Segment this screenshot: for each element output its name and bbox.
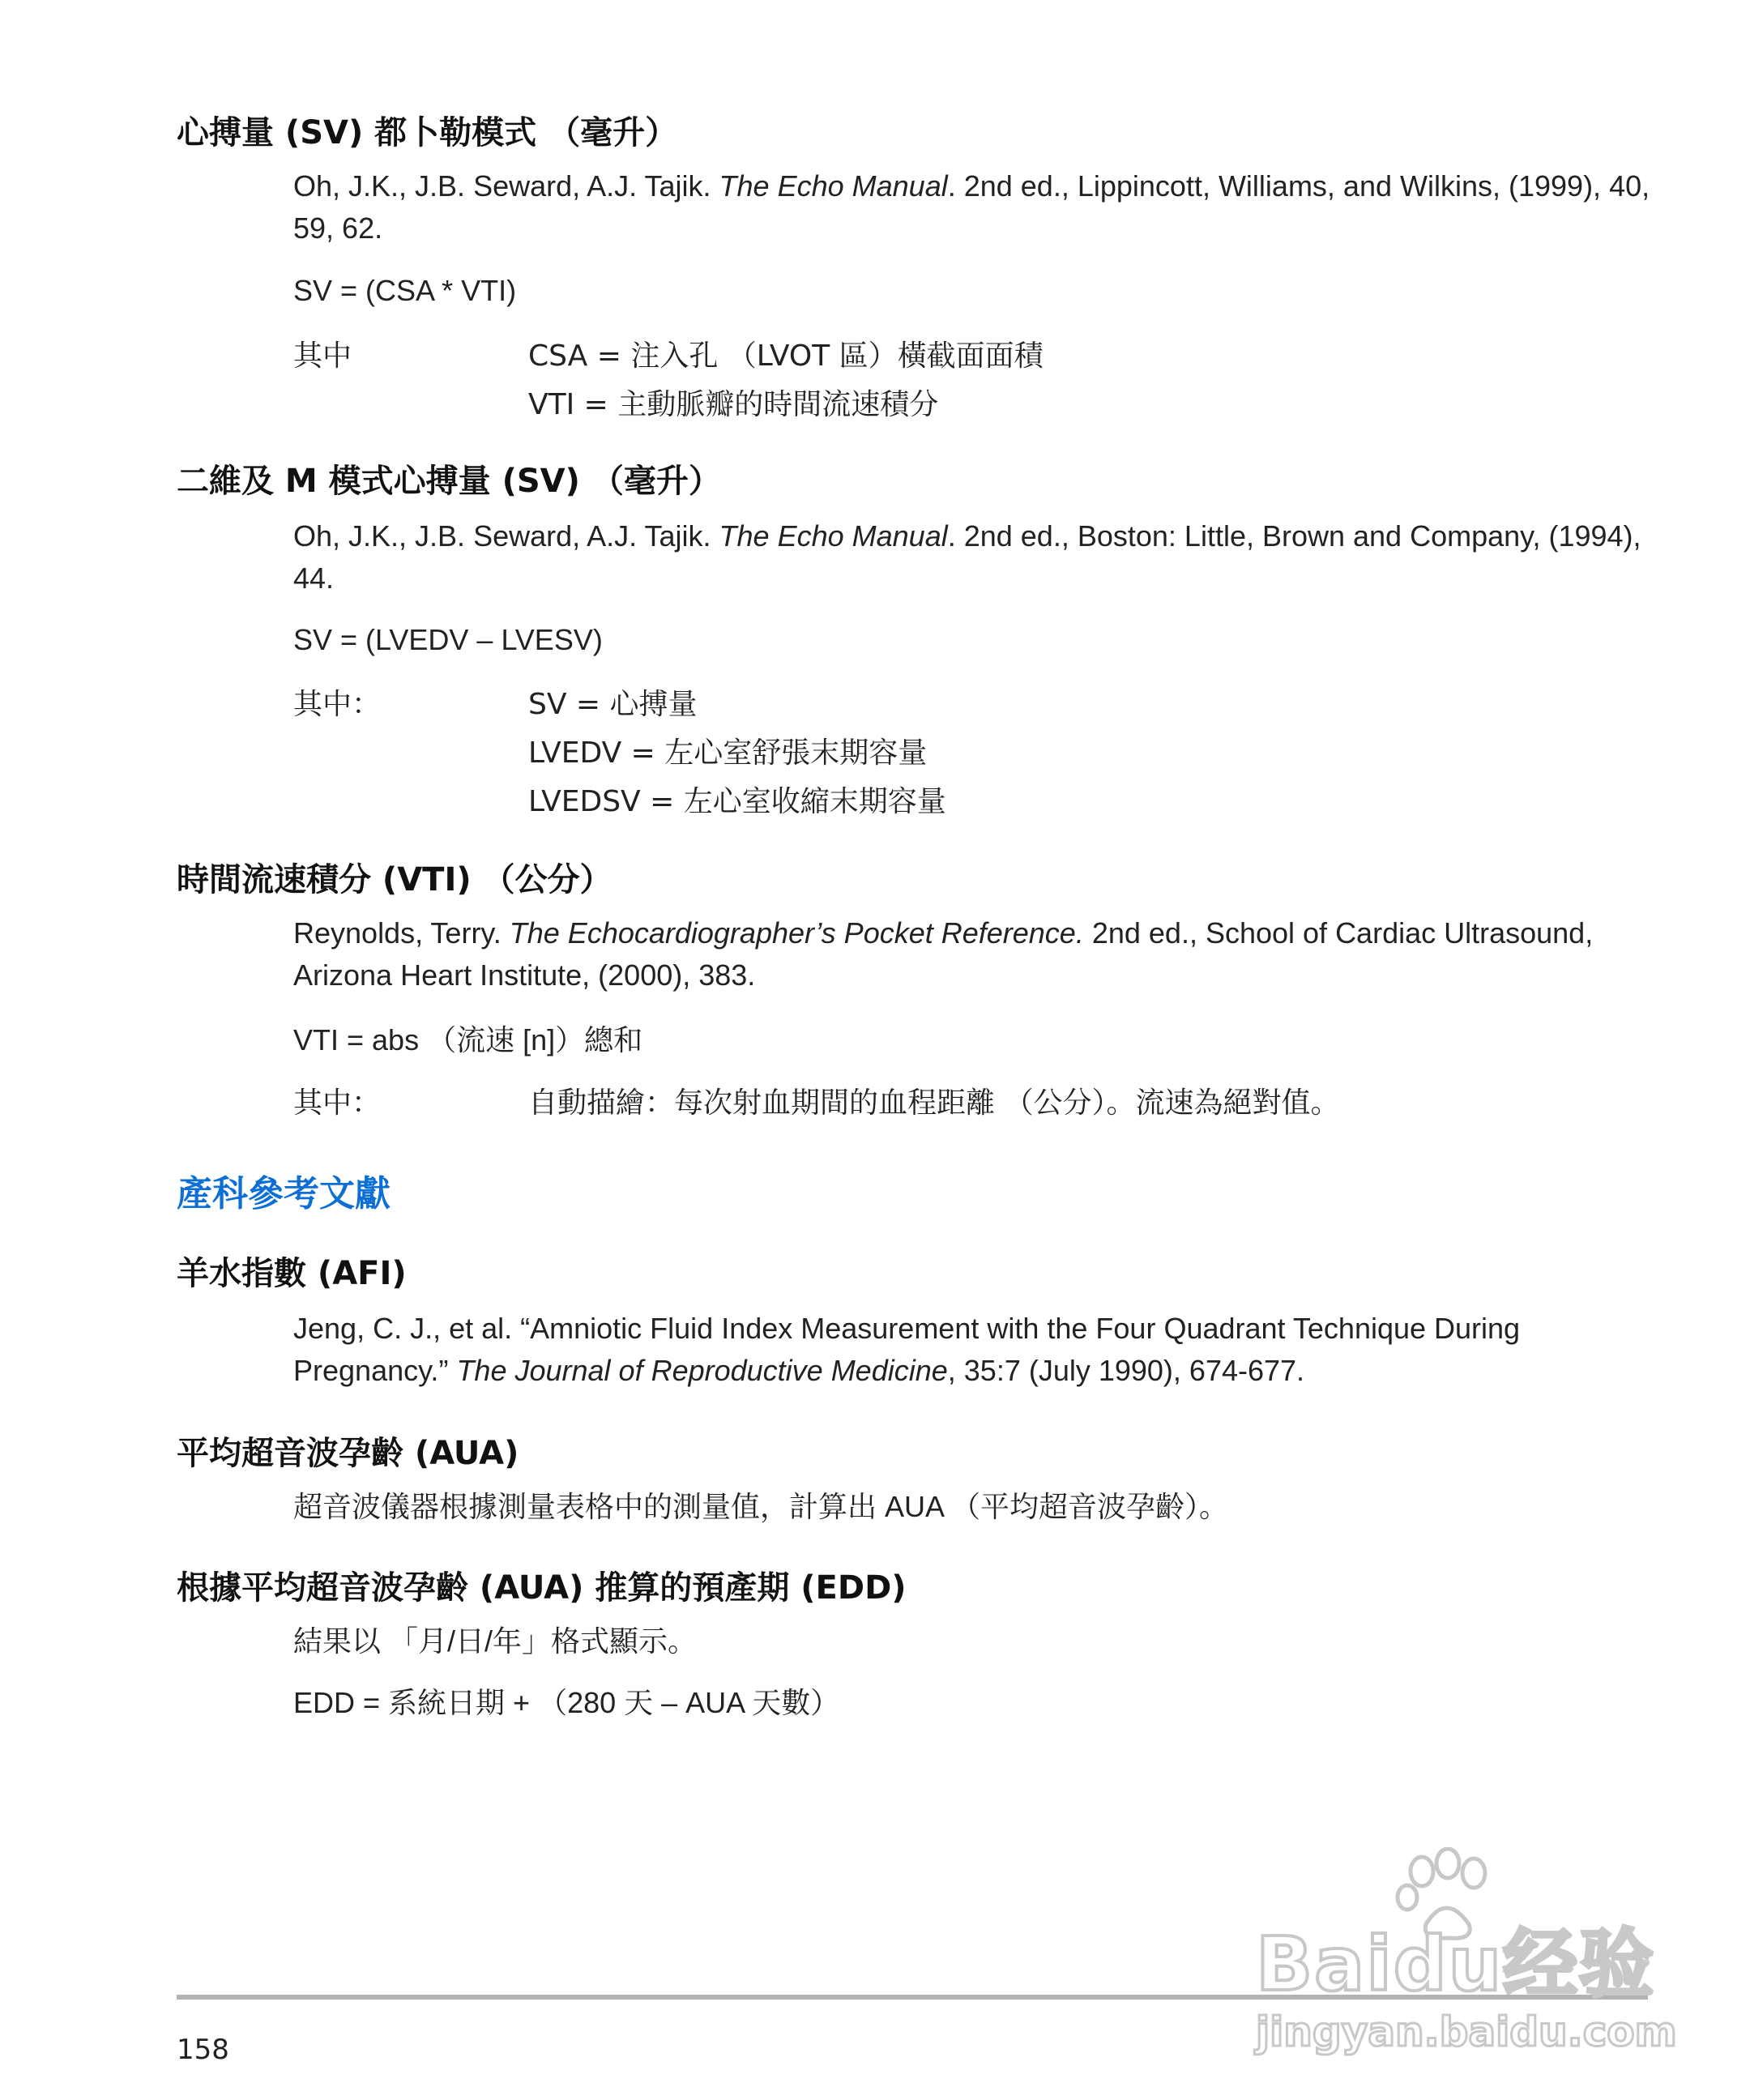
description-edd: 結果以 「月/日/年」格式顯示。: [293, 1624, 698, 1658]
reference-line-1: [293, 515, 1645, 557]
watermark: [1248, 1847, 1677, 2055]
definition-lvedv: LVEDV = 左心室舒張末期容量: [528, 736, 928, 770]
reference-vti: [293, 912, 1645, 997]
formula-sv-doppler: SV = (CSA * VTI): [293, 274, 517, 307]
reference-line-1: Jeng, C. J., et al. “Amniotic Fluid Index Measurement with the Four Quadrant Technique During: [293, 1312, 1521, 1345]
page-number: 158: [177, 2034, 229, 2066]
reference-line-2: 44.: [293, 561, 335, 595]
definition-csa: CSA = 注入孔 （LVOT 區）橫截面面積: [528, 339, 1044, 373]
reference-article-end: Pregnancy.”: [293, 1354, 457, 1387]
reference-volume: , 35:7 (July 1990), 674-677.: [947, 1354, 1305, 1387]
reference-authors: Oh, J.K., J.B. Seward, A.J. Tajik.: [293, 519, 719, 553]
reference-sv-2d-m: [293, 515, 1645, 600]
reference-line-2: 59, 62.: [293, 211, 383, 245]
reference-sv-doppler: [293, 165, 1650, 250]
formula-vti: VTI = abs （流速 [n]）總和: [293, 1023, 643, 1056]
description-aua: 超音波儀器根據測量表格中的測量值，計算出 AUA （平均超音波孕齡）。: [293, 1490, 1229, 1523]
reference-journal: The Journal of Reproductive Medicine: [456, 1354, 948, 1387]
reference-line-1: [293, 912, 1645, 954]
reference-authors: Oh, J.K., J.B. Seward, A.J. Tajik.: [293, 169, 719, 203]
where-label: 其中: [293, 339, 352, 373]
reference-publisher: . 2nd ed., Lippincott, Williams, and Wilkins, (1999), 40,: [947, 169, 1650, 203]
reference-publisher: 2nd ed., School of Cardiac Ultrasound,: [1083, 916, 1594, 950]
reference-title: The Echo Manual: [719, 519, 948, 553]
watermark-brand: Baidu经验: [1256, 1921, 1656, 2008]
definition-vti: VTI = 主動脈瓣的時間流速積分: [528, 388, 939, 421]
heading-aua: 平均超音波孕齡 (AUA): [177, 1435, 519, 1472]
heading-sv-2d-m: 二維及 M 模式心搏量 (SV) （毫升）: [177, 463, 721, 500]
heading-sv-doppler: 心搏量 (SV) 都卜勒模式 （毫升）: [177, 114, 678, 152]
heading-vti: 時間流速積分 (VTI) （公分）: [177, 861, 612, 898]
reference-authors: Reynolds, Terry.: [293, 916, 510, 950]
heading-ob-references: 產科參考文獻: [177, 1173, 391, 1214]
reference-line-1: [293, 165, 1650, 207]
reference-line-2: Arizona Heart Institute, (2000), 383.: [293, 958, 756, 992]
heading-edd: 根據平均超音波孕齡 (AUA) 推算的預產期 (EDD): [177, 1569, 907, 1607]
reference-afi: [293, 1308, 1645, 1392]
formula-edd: EDD = 系統日期 + （280 天 – AUA 天數）: [293, 1686, 840, 1719]
watermark-url: jingyan.baidu.com: [1256, 2008, 1677, 2055]
heading-afi: 羊水指數 (AFI): [177, 1255, 407, 1292]
definition-lvedsv: LVEDSV = 左心室收縮末期容量: [528, 785, 946, 818]
where-label: 其中：: [293, 1086, 382, 1120]
definition-auto-trace: 自動描繪：每次射血期間的血程距離 （公分）。流速為絕對值。: [528, 1086, 1340, 1120]
definition-sv: SV = 心搏量: [528, 688, 698, 721]
reference-title: The Echo Manual: [719, 169, 948, 203]
reference-publisher: . 2nd ed., Boston: Little, Brown and Company, (1994),: [947, 519, 1641, 553]
formula-sv-2d-m: SV = (LVEDV – LVESV): [293, 623, 603, 656]
reference-line-2: [293, 1350, 1645, 1392]
reference-title: The Echocardiographer’s Pocket Reference.: [509, 916, 1084, 950]
where-label: 其中：: [293, 688, 382, 721]
